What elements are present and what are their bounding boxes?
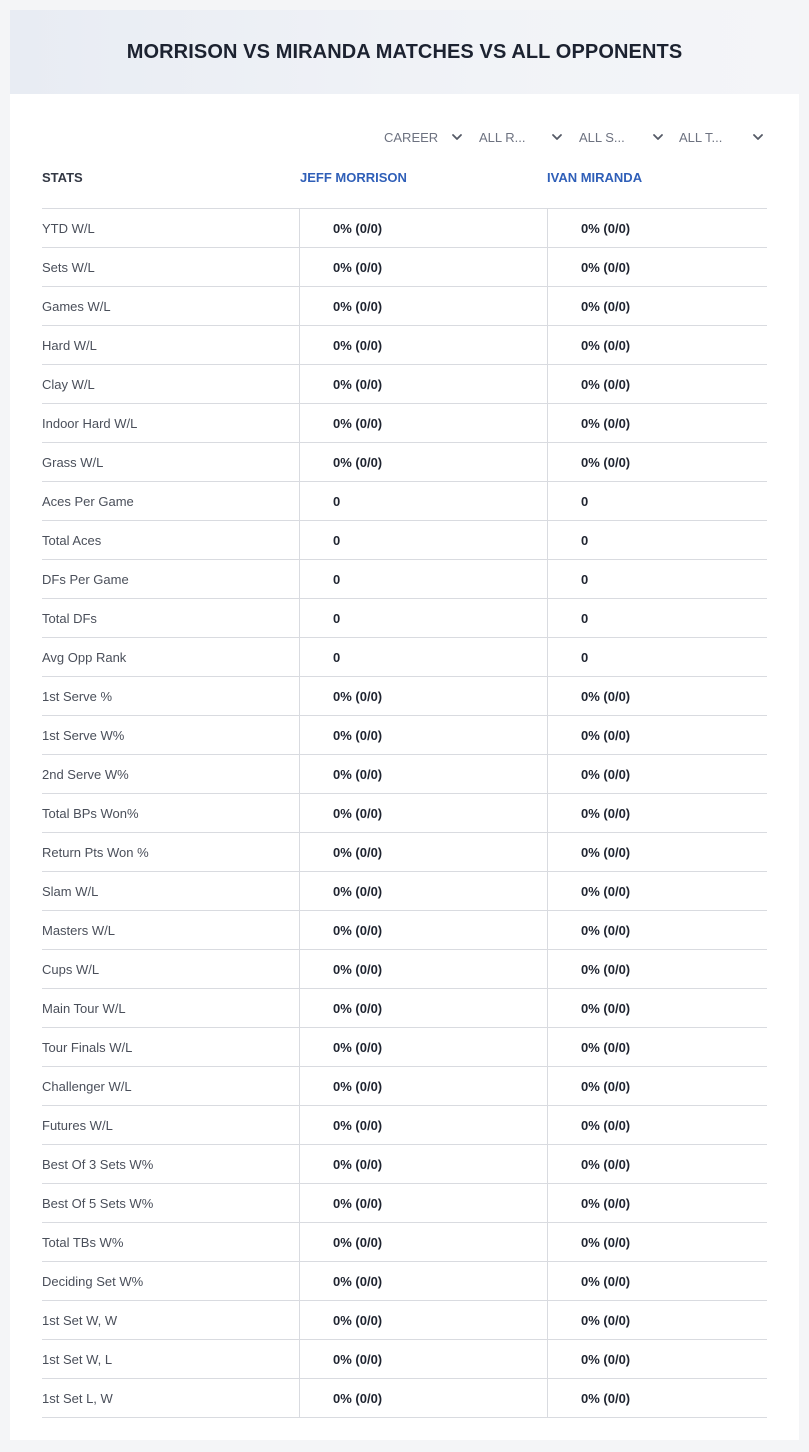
player2-value: 0 — [547, 560, 767, 598]
filter-select-period[interactable] — [384, 126, 464, 148]
table-row — [42, 287, 767, 326]
player2-value: 0 — [547, 482, 767, 520]
stats-table — [42, 208, 767, 1418]
player2-value: 0 — [547, 599, 767, 637]
stat-label: Hard W/L — [42, 337, 97, 353]
stat-label: Best Of 5 Sets W% — [42, 1195, 154, 1211]
player1-value: 0% (0/0) — [299, 677, 547, 715]
stat-label: 1st Set W, W — [42, 1312, 118, 1328]
player2-value: 0% (0/0) — [547, 1067, 767, 1105]
stat-label: 1st Serve % — [42, 688, 113, 704]
player2-value: 0% (0/0) — [547, 872, 767, 910]
player1-value: 0 — [299, 482, 547, 520]
filter-select-tour[interactable] — [679, 126, 765, 148]
player2-value: 0% (0/0) — [547, 1223, 767, 1261]
filter-value: CAREER — [384, 129, 439, 145]
chevron-down-icon — [550, 130, 564, 144]
player1-value: 0% (0/0) — [299, 443, 547, 481]
player1-value: 0% (0/0) — [299, 1379, 547, 1417]
player2-value: 0% (0/0) — [547, 365, 767, 403]
player1-value: 0% (0/0) — [299, 989, 547, 1027]
filter-value: ALL R... — [479, 129, 526, 145]
table-row — [42, 1223, 767, 1262]
stat-label: Clay W/L — [42, 376, 95, 392]
player2-value: 0% (0/0) — [547, 1145, 767, 1183]
stats-column-header: STATS — [42, 170, 83, 185]
player1-value: 0% (0/0) — [299, 833, 547, 871]
player1-value: 0 — [299, 521, 547, 559]
player1-value: 0 — [299, 599, 547, 637]
table-row — [42, 1145, 767, 1184]
table-row — [42, 833, 767, 872]
table-row — [42, 794, 767, 833]
player2-value: 0% (0/0) — [547, 794, 767, 832]
player1-value: 0% (0/0) — [299, 1145, 547, 1183]
table-row — [42, 599, 767, 638]
player1-value: 0% (0/0) — [299, 1184, 547, 1222]
player2-value: 0% (0/0) — [547, 326, 767, 364]
stat-label: Grass W/L — [42, 454, 104, 470]
table-row — [42, 755, 767, 794]
stat-label: Main Tour W/L — [42, 1000, 126, 1016]
player2-value: 0% (0/0) — [547, 716, 767, 754]
player2-value: 0% (0/0) — [547, 1379, 767, 1417]
stat-label: Masters W/L — [42, 922, 115, 938]
player1-value: 0% (0/0) — [299, 1028, 547, 1066]
player2-value: 0% (0/0) — [547, 1262, 767, 1300]
stat-label: Best Of 3 Sets W% — [42, 1156, 154, 1172]
player1-value: 0% (0/0) — [299, 248, 547, 286]
player2-value: 0% (0/0) — [547, 1301, 767, 1339]
table-row — [42, 1262, 767, 1301]
stat-label: Slam W/L — [42, 883, 99, 899]
player2-value: 0% (0/0) — [547, 1340, 767, 1378]
table-row — [42, 872, 767, 911]
stat-label: Cups W/L — [42, 961, 100, 977]
table-row — [42, 209, 767, 248]
table-row — [42, 1340, 767, 1379]
player1-value: 0% (0/0) — [299, 1106, 547, 1144]
stat-label: Aces Per Game — [42, 493, 134, 509]
page-title: MORRISON VS MIRANDA MATCHES VS ALL OPPONENTS — [126, 40, 683, 63]
player2-value: 0 — [547, 638, 767, 676]
player2-value: 0% (0/0) — [547, 443, 767, 481]
stat-label: Deciding Set W% — [42, 1273, 144, 1289]
stat-label: Challenger W/L — [42, 1078, 132, 1094]
player1-value: 0% (0/0) — [299, 1340, 547, 1378]
player2-value: 0% (0/0) — [547, 209, 767, 247]
stat-label: Total BPs Won% — [42, 805, 139, 821]
stat-label: Total TBs W% — [42, 1234, 124, 1250]
stat-label: Futures W/L — [42, 1117, 113, 1133]
player2-value: 0% (0/0) — [547, 989, 767, 1027]
table-row — [42, 521, 767, 560]
player2-value: 0% (0/0) — [547, 833, 767, 871]
player1-value: 0% (0/0) — [299, 950, 547, 988]
player2-value: 0% (0/0) — [547, 911, 767, 949]
player1-value: 0% (0/0) — [299, 1301, 547, 1339]
player1-link[interactable]: JEFF MORRISON — [300, 170, 407, 185]
table-row — [42, 404, 767, 443]
chevron-down-icon — [651, 130, 665, 144]
table-row — [42, 1067, 767, 1106]
table-row — [42, 677, 767, 716]
stat-label: 1st Serve W% — [42, 727, 125, 743]
player2-link[interactable]: IVAN MIRANDA — [547, 170, 643, 185]
player1-value: 0% (0/0) — [299, 872, 547, 910]
table-row — [42, 365, 767, 404]
table-row — [42, 1184, 767, 1223]
player1-value: 0% (0/0) — [299, 365, 547, 403]
player1-value: 0% (0/0) — [299, 209, 547, 247]
player1-value: 0% (0/0) — [299, 911, 547, 949]
table-row — [42, 1301, 767, 1340]
player1-value: 0% (0/0) — [299, 287, 547, 325]
player2-value: 0% (0/0) — [547, 677, 767, 715]
stat-label: Games W/L — [42, 298, 111, 314]
player1-value: 0 — [299, 560, 547, 598]
table-row — [42, 248, 767, 287]
filter-select-surface[interactable] — [579, 126, 665, 148]
table-row — [42, 911, 767, 950]
player1-value: 0% (0/0) — [299, 755, 547, 793]
player2-value: 0% (0/0) — [547, 404, 767, 442]
player2-value: 0 — [547, 521, 767, 559]
table-row — [42, 1028, 767, 1067]
table-row — [42, 443, 767, 482]
stat-label: Avg Opp Rank — [42, 649, 127, 665]
table-row — [42, 989, 767, 1028]
player1-value: 0% (0/0) — [299, 794, 547, 832]
table-row — [42, 1379, 767, 1418]
chevron-down-icon — [751, 130, 765, 144]
player1-value: 0% (0/0) — [299, 1262, 547, 1300]
stat-label: Tour Finals W/L — [42, 1039, 133, 1055]
stat-label: 2nd Serve W% — [42, 766, 129, 782]
table-row — [42, 950, 767, 989]
stat-label: Indoor Hard W/L — [42, 415, 138, 431]
filter-value: ALL S... — [579, 129, 625, 145]
chevron-down-icon — [450, 130, 464, 144]
player2-value: 0% (0/0) — [547, 1028, 767, 1066]
stat-label: Sets W/L — [42, 259, 95, 275]
stats-card — [10, 10, 799, 1440]
stat-label: Total DFs — [42, 610, 97, 626]
table-row — [42, 1106, 767, 1145]
stat-label: 1st Set W, L — [42, 1351, 113, 1367]
filter-value: ALL T... — [679, 129, 723, 145]
player2-value: 0% (0/0) — [547, 950, 767, 988]
filter-bar — [10, 126, 799, 148]
player1-value: 0 — [299, 638, 547, 676]
stat-label: 1st Set L, W — [42, 1390, 113, 1406]
player1-value: 0% (0/0) — [299, 1067, 547, 1105]
stat-label: Total Aces — [42, 532, 102, 548]
player2-value: 0% (0/0) — [547, 287, 767, 325]
table-row — [42, 638, 767, 677]
player2-value: 0% (0/0) — [547, 1106, 767, 1144]
player1-value: 0% (0/0) — [299, 1223, 547, 1261]
filter-select-round[interactable] — [479, 126, 564, 148]
card-header — [10, 10, 799, 94]
table-row — [42, 482, 767, 521]
player1-value: 0% (0/0) — [299, 404, 547, 442]
table-row — [42, 560, 767, 599]
stat-label: DFs Per Game — [42, 571, 129, 587]
stat-label: YTD W/L — [42, 220, 95, 236]
player2-value: 0% (0/0) — [547, 248, 767, 286]
player1-value: 0% (0/0) — [299, 326, 547, 364]
table-row — [42, 326, 767, 365]
player2-value: 0% (0/0) — [547, 755, 767, 793]
stat-label: Return Pts Won % — [42, 844, 149, 860]
player2-value: 0% (0/0) — [547, 1184, 767, 1222]
player1-value: 0% (0/0) — [299, 716, 547, 754]
table-row — [42, 716, 767, 755]
